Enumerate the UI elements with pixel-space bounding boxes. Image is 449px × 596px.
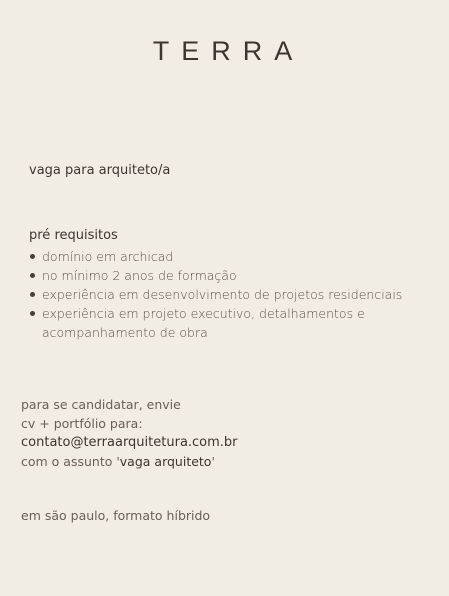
subject-prefix: com o assunto '	[21, 454, 120, 469]
brand-logo: TERRA	[152, 36, 305, 66]
requirement-text: domínio em archicad	[42, 249, 174, 264]
requirement-item	[29, 266, 429, 285]
contact-email[interactable]: contato@terraarquitetura.com.br	[21, 435, 238, 450]
requirement-text: experiência em projeto executivo, detalhamentos e acompanhamento de obra	[42, 306, 365, 340]
email-subject-line	[21, 452, 441, 471]
subject-suffix: '	[211, 454, 215, 469]
requirement-text: no mínimo 2 anos de formação	[42, 268, 237, 283]
bullet-icon	[30, 273, 35, 278]
requirement-item	[29, 285, 429, 304]
job-title: vaga para arquiteto/a	[29, 163, 171, 178]
bullet-icon	[30, 311, 35, 316]
requirement-item	[29, 247, 429, 266]
bullet-icon	[30, 254, 35, 259]
requirement-item	[29, 304, 429, 342]
location-info: em são paulo, formato híbrido	[21, 508, 211, 523]
requirements-heading: pré requisitos	[29, 228, 118, 243]
bullet-icon	[30, 292, 35, 297]
subject-text: vaga arquiteto	[119, 454, 212, 469]
application-instructions	[21, 395, 441, 471]
requirements-list	[29, 247, 429, 342]
apply-line-2: cv + portfólio para:	[21, 416, 143, 431]
requirements-section	[29, 226, 429, 342]
requirement-text: experiência em desenvolvimento de projetos residenciais	[42, 287, 403, 302]
apply-line-1: para se candidatar, envie	[21, 397, 181, 412]
